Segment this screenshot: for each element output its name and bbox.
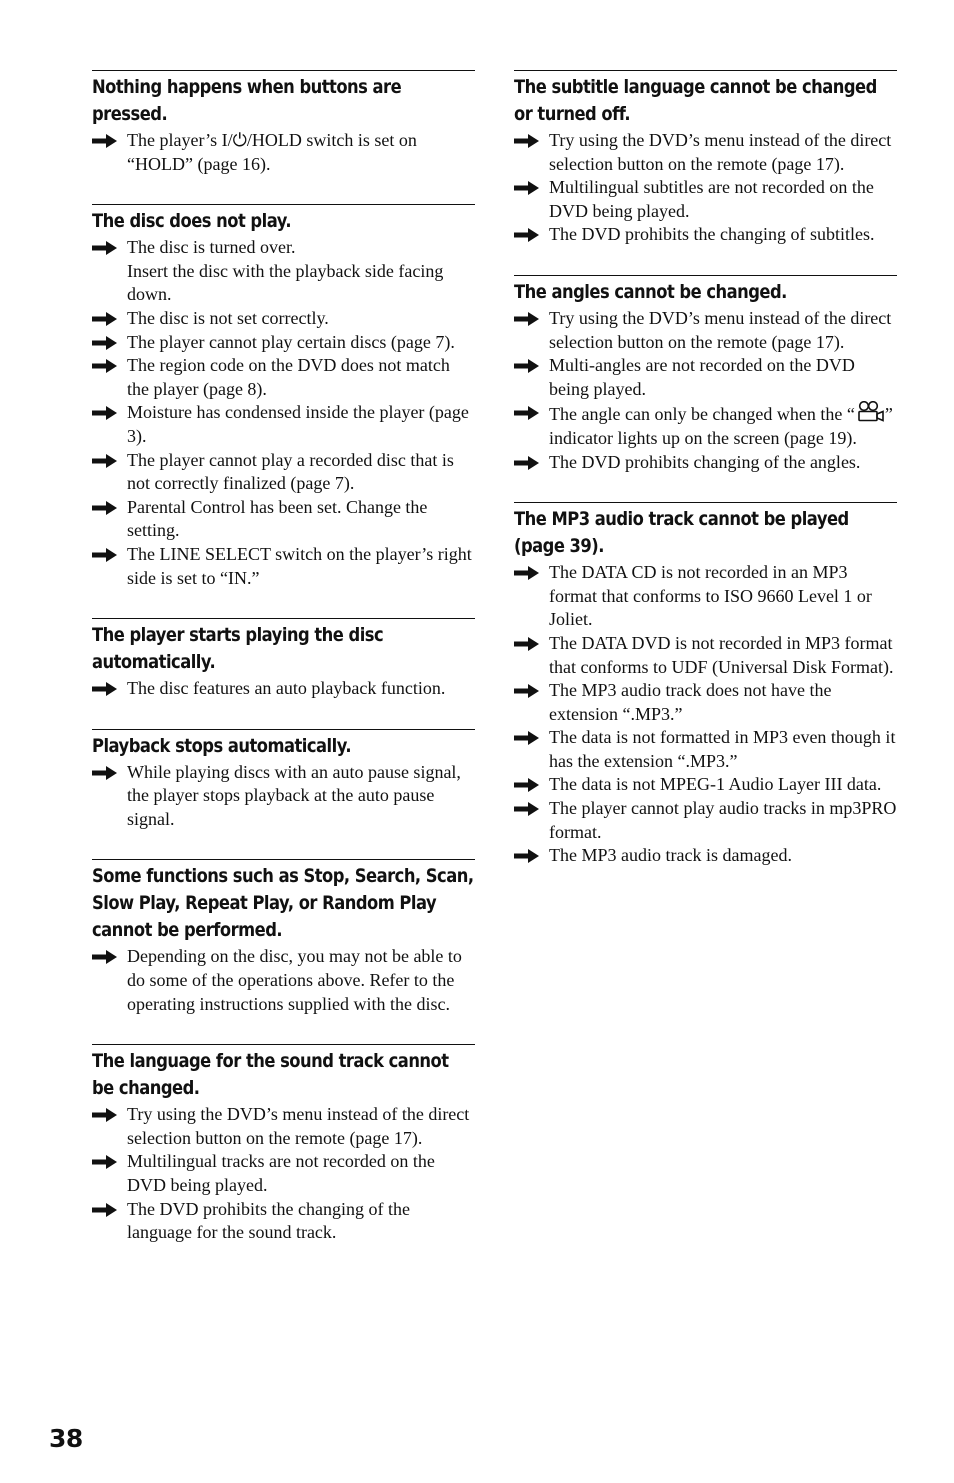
arrow-right-icon bbox=[514, 684, 539, 698]
solution-text: While playing discs with an auto pause signal, the player stops playback at the auto pause signal. bbox=[127, 761, 461, 829]
arrow-right-icon bbox=[92, 336, 117, 350]
solution-text: The MP3 audio track is damaged. bbox=[549, 845, 792, 866]
arrow-right-icon bbox=[92, 1203, 117, 1217]
solution-item bbox=[92, 1198, 475, 1245]
arrow-right-icon bbox=[514, 312, 539, 326]
troubleshooting-section bbox=[514, 502, 897, 868]
solution-item bbox=[514, 679, 897, 726]
arrow-right-icon bbox=[92, 501, 117, 515]
arrow-right-icon bbox=[514, 566, 539, 580]
arrow-right-icon bbox=[92, 312, 117, 326]
arrow-right-icon bbox=[514, 181, 539, 195]
solution-item bbox=[514, 401, 897, 450]
section-title: The subtitle language cannot be changed or turned off. bbox=[514, 76, 877, 125]
solution-text: Multilingual tracks are not recorded on the DVD being played. bbox=[127, 1151, 435, 1196]
troubleshooting-section bbox=[92, 204, 475, 590]
solution-item bbox=[92, 307, 475, 331]
arrow-right-icon bbox=[92, 241, 117, 255]
solution-text: The player cannot play a recorded disc that is not correctly finalized (page 7). bbox=[127, 449, 454, 494]
arrow-right-icon bbox=[514, 802, 539, 816]
arrow-right-icon bbox=[514, 778, 539, 792]
arrow-right-icon bbox=[514, 731, 539, 745]
section-title: The disc does not play. bbox=[92, 210, 292, 233]
solution-list bbox=[92, 129, 475, 176]
arrow-right-icon bbox=[514, 456, 539, 470]
solution-item bbox=[92, 401, 475, 448]
troubleshooting-section bbox=[92, 618, 475, 701]
arrow-right-icon bbox=[92, 950, 117, 964]
solution-text: Multi-angles are not recorded on the DVD being played. bbox=[549, 355, 855, 399]
solution-text: The data is not MPEG-1 Audio Layer III data. bbox=[549, 774, 882, 795]
solution-list bbox=[514, 561, 897, 868]
page-number: 38 bbox=[49, 1424, 83, 1453]
solution-item bbox=[514, 307, 897, 354]
solution-item bbox=[514, 773, 897, 797]
solution-text: The DVD prohibits the changing of the language for the sound track. bbox=[127, 1198, 410, 1243]
solution-item bbox=[92, 129, 475, 176]
solution-text: The disc features an auto playback function. bbox=[127, 678, 446, 699]
solution-list bbox=[514, 307, 897, 474]
solution-item bbox=[92, 236, 475, 307]
solution-item bbox=[514, 797, 897, 844]
solution-item bbox=[514, 223, 897, 247]
solution-item bbox=[92, 761, 475, 832]
arrow-right-icon bbox=[92, 1155, 117, 1169]
troubleshooting-section bbox=[92, 859, 475, 1016]
arrow-right-icon bbox=[92, 134, 117, 148]
solution-list bbox=[514, 129, 897, 247]
arrow-right-icon bbox=[92, 682, 117, 696]
solution-text: The DATA CD is not recorded in an MP3 format that conforms to ISO 9660 Level 1 or Joliet. bbox=[549, 562, 872, 630]
solution-text: ” indicator lights up on the screen (page 19). bbox=[549, 404, 893, 448]
troubleshooting-section bbox=[92, 1044, 475, 1245]
section-title: Nothing happens when buttons are pressed. bbox=[92, 76, 402, 125]
solution-item bbox=[92, 1150, 475, 1197]
solution-item bbox=[514, 844, 897, 868]
solution-item bbox=[514, 354, 897, 401]
solution-list bbox=[92, 1103, 475, 1245]
solution-text: The player’s I/⏻/HOLD switch is set on “HOLD” (page 16). bbox=[127, 130, 417, 174]
solution-item bbox=[514, 726, 897, 773]
section-title: Playback stops automatically. bbox=[92, 734, 352, 757]
solution-text: Try using the DVD’s menu instead of the direct selection button on the remote (page 17). bbox=[549, 130, 892, 174]
solution-item bbox=[92, 945, 475, 1016]
troubleshooting-section bbox=[514, 275, 897, 474]
solution-text: The DATA DVD is not recorded in MP3 format that conforms to UDF (Universal Disk Format). bbox=[549, 632, 894, 677]
solution-text: Parental Control has been set. Change the setting. bbox=[127, 496, 428, 541]
solution-text: The DVD prohibits changing of the angles. bbox=[549, 451, 861, 472]
section-title: The MP3 audio track cannot be played (page 39). bbox=[514, 508, 849, 558]
solution-list bbox=[92, 761, 475, 832]
solution-list bbox=[92, 945, 475, 1016]
solution-item bbox=[92, 496, 475, 543]
solution-text: The angle can only be changed when the “ bbox=[549, 404, 855, 425]
arrow-right-icon bbox=[92, 766, 117, 780]
troubleshooting-section bbox=[92, 70, 475, 176]
solution-text: Multilingual subtitles are not recorded on the DVD being played. bbox=[549, 177, 874, 221]
solution-text: Moisture has condensed inside the player (page 3). bbox=[127, 402, 469, 446]
arrow-right-icon bbox=[92, 406, 117, 420]
troubleshooting-section bbox=[514, 70, 897, 247]
solution-item bbox=[514, 632, 897, 679]
solution-text: Try using the DVD’s menu instead of the direct selection button on the remote (page 17). bbox=[127, 1104, 470, 1148]
solution-text: The data is not formatted in MP3 even though it has the extension “.MP3.” bbox=[549, 727, 896, 771]
solution-text: The player cannot play audio tracks in mp3PRO format. bbox=[549, 798, 897, 842]
arrow-right-icon bbox=[514, 637, 539, 651]
solution-text: The region code on the DVD does not match the player (page 8). bbox=[127, 355, 450, 399]
section-title: The language for the sound track cannot be changed. bbox=[92, 1050, 449, 1100]
arrow-right-icon bbox=[514, 849, 539, 863]
camera-angle-icon bbox=[855, 401, 885, 423]
arrow-right-icon bbox=[92, 1108, 117, 1122]
solution-text: The disc is turned over. Insert the disc with the playback side facing down. bbox=[127, 237, 444, 305]
solution-item bbox=[514, 129, 897, 176]
solution-item bbox=[514, 176, 897, 223]
right-column bbox=[514, 70, 897, 896]
troubleshooting-section bbox=[92, 729, 475, 832]
arrow-right-icon bbox=[92, 454, 117, 468]
solution-text: The MP3 audio track does not have the extension “.MP3.” bbox=[549, 680, 832, 724]
arrow-right-icon bbox=[514, 359, 539, 373]
arrow-right-icon bbox=[514, 134, 539, 148]
solution-item bbox=[514, 561, 897, 632]
solution-text: The player cannot play certain discs (page 7). bbox=[127, 331, 455, 352]
solution-item bbox=[514, 451, 897, 475]
solution-text: Depending on the disc, you may not be able to do some of the operations above. Refer to the operating instructions supplied with the disc. bbox=[127, 946, 462, 1014]
solution-list bbox=[92, 677, 475, 701]
solution-item bbox=[92, 1103, 475, 1150]
solution-text: The disc is not set correctly. bbox=[127, 307, 329, 328]
solution-text: The DVD prohibits the changing of subtitles. bbox=[549, 224, 875, 245]
solution-text: Try using the DVD’s menu instead of the direct selection button on the remote (page 17). bbox=[549, 307, 892, 352]
solution-item bbox=[92, 331, 475, 355]
section-title: The player starts playing the disc automatically. bbox=[92, 624, 384, 674]
solution-text: The LINE SELECT switch on the player’s right side is set to “IN.” bbox=[127, 543, 472, 588]
solution-item bbox=[92, 677, 475, 701]
solution-item bbox=[92, 449, 475, 496]
solution-item bbox=[92, 543, 475, 590]
section-title: Some functions such as Stop, Search, Scan, Slow Play, Repeat Play, or Random Play cannot be performed. bbox=[92, 865, 474, 942]
arrow-right-icon bbox=[92, 359, 117, 373]
arrow-right-icon bbox=[92, 548, 117, 562]
left-column bbox=[92, 70, 475, 1273]
arrow-right-icon bbox=[514, 228, 539, 242]
solution-item bbox=[92, 354, 475, 401]
solution-list bbox=[92, 236, 475, 590]
section-title: The angles cannot be changed. bbox=[514, 280, 787, 303]
arrow-right-icon bbox=[514, 406, 539, 420]
